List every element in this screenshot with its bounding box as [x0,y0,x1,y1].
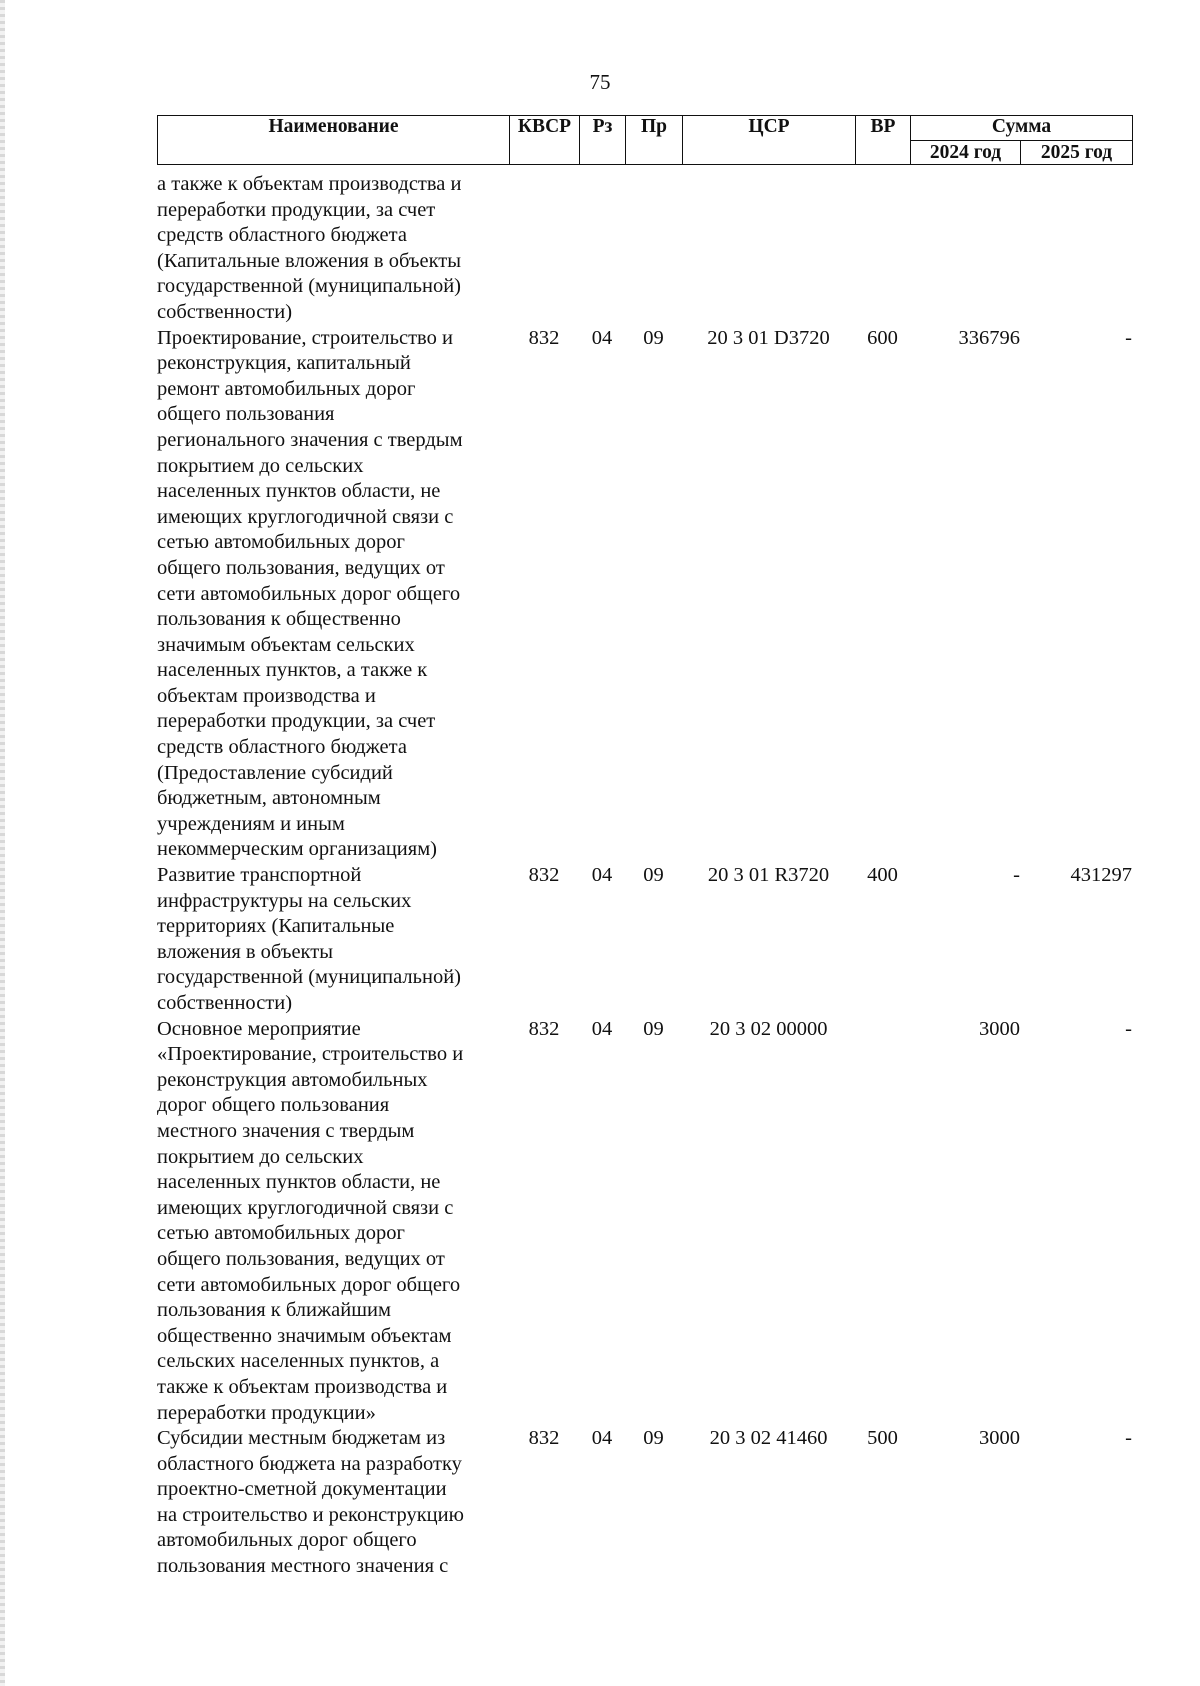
header-csr: ЦСР [683,116,856,165]
row-name-text: Субсидии местным бюджетам из областного бюджета на разработку проектно-сметной документации на строительство и реконструкцию автомобильных дорог общего пользования местного значения с [157,1427,464,1578]
row-name-text: Основное мероприятие «Проектирование, строительство и реконструкция автомобильных дорог общего пользования местного значения с твердым покрытием до сельских населенных пунктов области, не имеющих круглогодичной связи с сетью автомобильных дорог общего пользования, ведущих от сети автомобильных дорог общего пользования к ближайшим общественно значимым объектам сельских населенных пунктов, а также к объектам производства и переработки продукции» [157,1017,464,1424]
header-pr: Пр [626,116,683,165]
row-name-text: Развитие транспортной инфраструктуры на сельских территориях (Капитальные вложения в объекты государственной (муниципальной) собственности) [157,864,462,1014]
row-vr [855,1017,910,1427]
row-amount-2025: 431297 [1070,864,1132,887]
header-rz: Рз [580,116,626,165]
row-pr: 09 [643,1017,664,1040]
header-vr: ВР [856,116,911,165]
row-amount-2024: 3000 [979,1427,1020,1450]
row-amount-2024: - [1013,864,1020,887]
row-rz: 04 [591,1017,613,1040]
row-vr [855,172,910,326]
header-sum: Сумма [911,116,1133,141]
row-name-text: Проектирование, строительство и реконструкция, капитальный ремонт автомобильных дорог общего пользования регионального значения с твердым покрытием до сельских населенных пунктов области, не имеющих круглогодичной связи с сетью автомобильных дорог общего пользования, ведущих от сети автомобильных дорог общего пользования к общественно значимым объектам сельских населенных пунктов, а также к объектам производства и переработки продукции, за счет средств областного бюджета (Предоставление субсидий бюджетным, автономным учреждениям и иным некоммерческим организациям) [157,326,463,861]
table-body [157,172,1132,1580]
row-name-text: а также к объектам производства и переработки продукции, за счет средств областного бюджета (Капитальные вложения в объекты государственной (муниципальной) собственности) [157,173,462,323]
row-vr: 400 [867,864,898,887]
row-csr: 20 3 02 00000 [709,1017,828,1040]
row-amount-2024: 3000 [979,1017,1020,1040]
row-csr: 20 3 01 R3720 [707,864,830,887]
row-kvsr: 832 [528,864,560,887]
row-csr: 20 3 02 41460 [709,1427,828,1450]
row-name [157,326,509,863]
row-rz: 04 [591,1427,613,1450]
header-year-2024: 2024 год [911,141,1021,165]
table-row [157,1426,1132,1580]
table-header [157,115,1133,165]
table-row [157,863,1132,1017]
table-row [157,172,1132,326]
row-kvsr [509,172,579,326]
row-amount-2025: - [1125,1017,1132,1040]
row-amount-2024: 336796 [958,326,1020,349]
header-year-2025: 2025 год [1021,141,1133,165]
row-kvsr: 832 [528,1017,560,1040]
page-number: 75 [589,70,611,94]
row-csr [682,172,855,326]
scan-edge [0,0,5,1686]
row-rz [579,172,625,326]
row-name [157,1426,509,1580]
row-rz: 04 [591,864,613,887]
row-vr: 500 [867,1427,898,1450]
row-name [157,172,509,326]
row-kvsr: 832 [528,1427,560,1450]
row-kvsr: 832 [528,326,560,349]
budget-table [157,172,1132,1580]
row-pr: 09 [643,1427,664,1450]
row-pr: 09 [643,326,664,349]
row-pr [625,172,682,326]
row-pr: 09 [643,864,664,887]
row-amount-2025 [1020,172,1132,326]
row-rz: 04 [591,326,613,349]
table-row [157,326,1132,863]
row-csr: 20 3 01 D3720 [707,326,830,349]
row-amount-2024 [910,172,1020,326]
row-amount-2025: - [1125,1427,1132,1450]
header-kvsr: КВСР [510,116,580,165]
row-name [157,1017,509,1427]
header-name: Наименование [158,116,510,165]
table-row [157,1017,1132,1427]
row-vr: 600 [867,326,898,349]
row-amount-2025: - [1125,326,1132,349]
row-name [157,863,509,1017]
